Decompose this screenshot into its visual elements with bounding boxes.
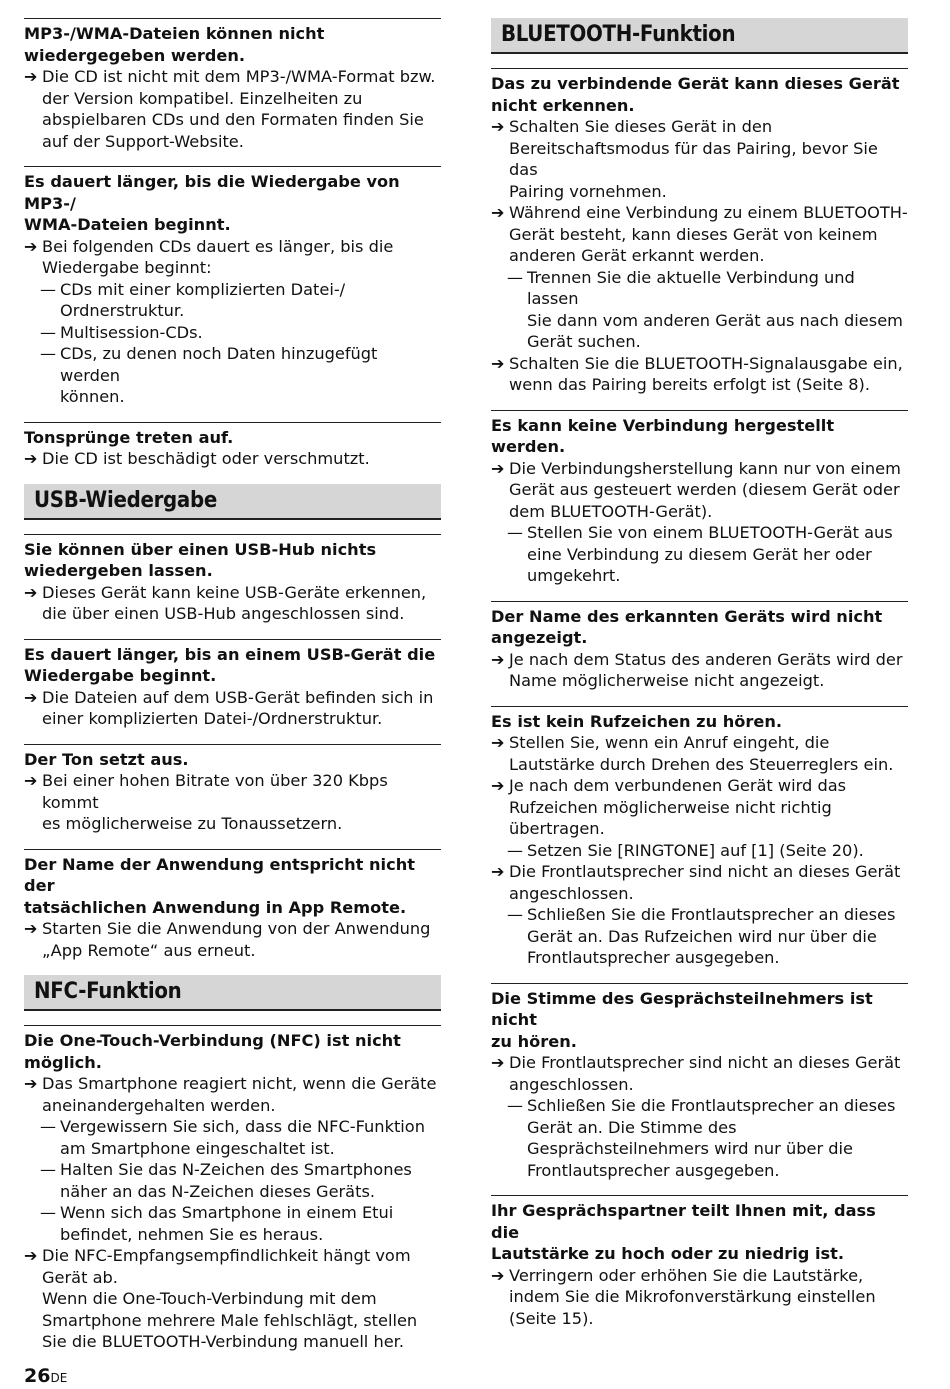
line-text: Das Smartphone reagiert nicht, wenn die Geräte	[42, 1074, 437, 1093]
line-text: Pairing vornehmen.	[509, 181, 667, 201]
arrow-icon: ➔	[24, 771, 38, 790]
line-text: Bei folgenden CDs dauert es länger, bis die	[42, 236, 394, 256]
continuation-line	[24, 1095, 441, 1117]
line-text: es möglicherweise zu Tonaussetzern.	[42, 814, 343, 833]
continuation-line	[24, 386, 441, 408]
continuation-line	[24, 88, 441, 110]
line-text: der Version kompatibel. Einzelheiten zu	[42, 88, 363, 108]
line-text: Sie die BLUETOOTH-Verbindung manuell her.	[42, 1332, 404, 1351]
arrow-icon: ➔	[491, 353, 505, 373]
line-text: Die Frontlautsprecher sind nicht an dieses Gerät	[509, 1053, 901, 1072]
section-nfc	[24, 975, 441, 1011]
question-line: tatsächlichen Anwendung in App Remote.	[24, 897, 407, 917]
continuation-line	[24, 257, 441, 279]
question-line: WMA-Dateien beginnt.	[24, 215, 231, 234]
continuation-line	[24, 1288, 441, 1310]
dash-icon: —	[507, 1096, 523, 1115]
section-title-usb: USB-Wiedergabe	[24, 484, 441, 520]
line-text: CDs, zu denen noch Daten hinzugefügt werden	[60, 344, 378, 385]
entry-question	[24, 644, 441, 687]
line-text: dem BLUETOOTH-Gerät).	[509, 501, 713, 521]
troubleshooting-entry	[491, 1195, 908, 1329]
dash-icon: —	[507, 905, 523, 924]
line-text: „App Remote“ aus erneut.	[42, 940, 256, 960]
arrow-icon: ➔	[24, 1074, 38, 1093]
question-line: Lautstärke zu hoch oder zu niedrig ist.	[491, 1244, 845, 1263]
continuation-line	[491, 479, 908, 501]
section-title-nfc: NFC-Funktion	[24, 975, 441, 1011]
line-text: Frontlautsprecher ausgegeben.	[527, 948, 780, 967]
continuation-line	[491, 181, 908, 203]
troubleshooting-entry	[24, 18, 441, 152]
solution-line	[491, 775, 908, 797]
line-text: Halten Sie das N-Zeichen des Smartphones	[60, 1160, 412, 1179]
sub-item-line	[24, 343, 441, 386]
line-text: Bei einer hohen Bitrate von über 320 Kbps kommt	[42, 771, 388, 812]
page-language-suffix: DE	[50, 1371, 68, 1385]
continuation-line	[24, 109, 441, 131]
solution-line	[491, 202, 908, 224]
arrow-icon: ➔	[491, 862, 505, 881]
continuation-line	[24, 1181, 441, 1203]
solution-line	[491, 732, 908, 754]
entries-cd	[24, 18, 441, 470]
sub-item-line	[24, 279, 441, 301]
section-usb	[24, 484, 441, 520]
continuation-line	[24, 940, 441, 962]
question-line: Der Ton setzt aus.	[24, 749, 189, 769]
question-line: Tonsprünge treten auf.	[24, 427, 234, 447]
arrow-icon: ➔	[491, 1265, 505, 1285]
line-text: Je nach dem verbundenen Gerät wird das	[509, 776, 847, 795]
question-line: wiedergegeben werden.	[24, 45, 246, 65]
sub-item-line	[24, 1159, 441, 1181]
troubleshooting-entry	[24, 744, 441, 835]
troubleshooting-entry	[491, 706, 908, 969]
right-column	[491, 18, 908, 1343]
line-text: übertragen.	[509, 819, 605, 838]
troubleshooting-entry	[491, 983, 908, 1182]
arrow-icon: ➔	[491, 117, 505, 136]
continuation-line	[24, 1310, 441, 1332]
line-text: Gerät ab.	[42, 1267, 118, 1287]
question-line: Es dauert länger, bis die Wiedergabe von MP3-/	[24, 172, 400, 213]
arrow-icon: ➔	[24, 449, 38, 468]
arrow-icon: ➔	[24, 1246, 38, 1265]
troubleshooting-entry	[491, 601, 908, 692]
line-text: Vergewissern Sie sich, dass die NFC-Funktion	[60, 1117, 425, 1136]
line-text: befindet, nehmen Sie es heraus.	[60, 1224, 324, 1244]
troubleshooting-entry	[491, 410, 908, 587]
line-text: Schließen Sie die Frontlautsprecher an dieses	[527, 905, 896, 924]
continuation-line	[24, 708, 441, 730]
entries-bluetooth	[491, 68, 908, 1329]
arrow-icon: ➔	[491, 1053, 505, 1072]
line-text: am Smartphone eingeschaltet ist.	[60, 1138, 335, 1158]
line-text: Schließen Sie die Frontlautsprecher an dieses	[527, 1096, 896, 1115]
line-text: indem Sie die Mikrofonverstärkung einstellen	[509, 1287, 876, 1306]
dash-icon: —	[40, 1117, 56, 1136]
continuation-line	[491, 883, 908, 905]
entry-question	[491, 1200, 908, 1265]
line-text: näher an das N-Zeichen dieses Geräts.	[60, 1181, 376, 1201]
arrow-icon: ➔	[24, 582, 38, 602]
continuation-line	[491, 331, 908, 353]
page-number	[24, 1365, 67, 1387]
arrow-icon: ➔	[491, 203, 505, 222]
line-text: Stellen Sie, wenn ein Anruf eingeht, die	[509, 733, 830, 752]
entry-question	[24, 1030, 441, 1073]
entry-question	[24, 171, 441, 236]
dash-icon: —	[507, 267, 523, 287]
continuation-line	[24, 1138, 441, 1160]
solution-line	[491, 116, 908, 138]
arrow-icon: ➔	[491, 649, 505, 669]
arrow-icon: ➔	[24, 687, 38, 707]
section-bluetooth	[491, 18, 908, 54]
sub-item-line	[24, 1116, 441, 1138]
entry-question	[491, 73, 908, 116]
line-text: Je nach dem Status des anderen Geräts wird der	[509, 649, 903, 669]
solution-line	[24, 1073, 441, 1095]
solution-line	[24, 770, 441, 813]
continuation-line	[24, 1331, 441, 1353]
line-text: CDs mit einer komplizierten Datei-/	[60, 279, 346, 299]
continuation-line	[491, 501, 908, 523]
entry-question	[24, 23, 441, 66]
question-line: Sie können über einen USB-Hub nichts	[24, 539, 377, 559]
question-line: möglich.	[24, 1052, 102, 1072]
troubleshooting-entry	[24, 166, 441, 408]
arrow-icon: ➔	[491, 733, 505, 752]
solution-line	[24, 66, 441, 88]
line-text: Gerät besteht, kann dieses Gerät von keinem	[509, 224, 878, 244]
sub-item-line	[491, 904, 908, 926]
line-text: Wenn sich das Smartphone in einem Etui	[60, 1203, 394, 1222]
continuation-line	[491, 754, 908, 776]
solution-line	[24, 687, 441, 709]
continuation-line	[24, 813, 441, 835]
continuation-line	[24, 131, 441, 153]
line-text: Die CD ist nicht mit dem MP3-/WMA-Format bzw.	[42, 67, 436, 86]
sub-item-line	[491, 267, 908, 310]
solution-line	[24, 1245, 441, 1267]
solution-line	[24, 236, 441, 258]
solution-line	[491, 649, 908, 671]
line-text: wenn das Pairing bereits erfolgt ist (Seite 8).	[509, 375, 871, 394]
line-text: Wenn die One-Touch-Verbindung mit dem	[42, 1289, 377, 1308]
page-number-value: 26	[24, 1365, 51, 1387]
sub-item-line	[491, 522, 908, 544]
continuation-line	[491, 374, 908, 396]
entries-usb	[24, 534, 441, 962]
entry-question	[24, 854, 441, 919]
section-title-bluetooth: BLUETOOTH-Funktion	[491, 18, 908, 54]
entries-nfc	[24, 1025, 441, 1353]
continuation-line	[491, 245, 908, 267]
line-text: Schalten Sie dieses Gerät in den	[509, 117, 773, 136]
continuation-line	[24, 603, 441, 625]
line-text: Die NFC-Empfangsempfindlichkeit hängt vom	[42, 1246, 411, 1265]
solution-line	[491, 1052, 908, 1074]
continuation-line	[491, 138, 908, 181]
line-text: Bereitschaftsmodus für das Pairing, bevor Sie das	[509, 138, 878, 179]
continuation-line	[491, 1074, 908, 1096]
question-line: Die One-Touch-Verbindung (NFC) ist nicht	[24, 1031, 401, 1050]
continuation-line	[491, 1117, 908, 1139]
line-text: Lautstärke durch Drehen des Steuerreglers ein.	[509, 754, 894, 774]
line-text: anderen Gerät erkannt werden.	[509, 246, 765, 265]
line-text: Dieses Gerät kann keine USB-Geräte erkennen,	[42, 582, 427, 602]
solution-line	[491, 458, 908, 480]
question-line: Ihr Gesprächspartner teilt Ihnen mit, dass die	[491, 1201, 876, 1242]
arrow-icon: ➔	[491, 776, 505, 795]
line-text: Setzen Sie [RINGTONE] auf [1] (Seite 20).	[527, 840, 864, 860]
sub-item-line	[24, 322, 441, 344]
troubleshooting-entry	[24, 422, 441, 470]
line-text: Rufzeichen möglicherweise nicht richtig	[509, 797, 832, 817]
line-text: aneinandergehalten werden.	[42, 1095, 276, 1115]
continuation-line	[24, 300, 441, 322]
solution-line	[491, 353, 908, 375]
question-line: Es dauert länger, bis an einem USB-Gerät die	[24, 644, 436, 664]
solution-line	[24, 582, 441, 604]
line-text: Gerät suchen.	[527, 332, 641, 351]
line-text: Starten Sie die Anwendung von der Anwendung	[42, 919, 431, 938]
entry-question	[24, 749, 441, 771]
question-line: zu hören.	[491, 1031, 577, 1051]
troubleshooting-entry	[24, 849, 441, 962]
dash-icon: —	[507, 523, 523, 542]
continuation-line	[491, 818, 908, 840]
dash-icon: —	[40, 1160, 56, 1179]
question-line: Das zu verbindende Gerät kann dieses Gerät	[491, 74, 900, 93]
dash-icon: —	[507, 840, 523, 860]
line-text: abspielbaren CDs und den Formaten finden Sie	[42, 110, 424, 129]
line-text: Die Frontlautsprecher sind nicht an dieses Gerät	[509, 862, 901, 881]
line-text: Smartphone mehrere Male fehlschlägt, stellen	[42, 1310, 418, 1330]
question-line: wiedergeben lassen.	[24, 561, 213, 580]
line-text: Verringern oder erhöhen Sie die Lautstärke,	[509, 1265, 864, 1285]
entry-question	[491, 711, 908, 733]
troubleshooting-entry	[24, 534, 441, 625]
dash-icon: —	[40, 344, 56, 363]
continuation-line	[491, 565, 908, 587]
arrow-icon: ➔	[24, 919, 38, 938]
line-text: eine Verbindung zu diesem Gerät her oder	[527, 544, 872, 564]
sub-item-line	[491, 840, 908, 862]
line-text: einer komplizierten Datei-/Ordnerstruktur.	[42, 709, 383, 728]
continuation-line	[491, 1308, 908, 1330]
arrow-icon: ➔	[24, 67, 38, 86]
continuation-line	[24, 1267, 441, 1289]
continuation-line	[491, 797, 908, 819]
line-text: die über einen USB-Hub angeschlossen sind.	[42, 604, 405, 623]
left-column	[24, 18, 441, 1367]
continuation-line	[491, 1160, 908, 1182]
question-line: Es kann keine Verbindung hergestellt werden.	[491, 415, 835, 456]
line-text: Gerät an. Das Rufzeichen wird nur über die	[527, 926, 877, 946]
troubleshooting-entry	[24, 1025, 441, 1353]
solution-line	[24, 448, 441, 470]
continuation-line	[491, 1138, 908, 1160]
line-text: Gerät aus gesteuert werden (diesem Gerät oder	[509, 480, 900, 499]
line-text: angeschlossen.	[509, 1074, 634, 1094]
line-text: Die CD ist beschädigt oder verschmutzt.	[42, 449, 370, 468]
entry-question	[491, 415, 908, 458]
question-line: Es ist kein Rufzeichen zu hören.	[491, 711, 783, 731]
question-line: Die Stimme des Gesprächsteilnehmers ist nicht	[491, 988, 873, 1029]
line-text: (Seite 15).	[509, 1308, 594, 1328]
solution-line	[24, 918, 441, 940]
line-text: Die Verbindungsherstellung kann nur von einem	[509, 458, 901, 478]
continuation-line	[491, 544, 908, 566]
continuation-line	[491, 310, 908, 332]
solution-line	[491, 861, 908, 883]
line-text: Trennen Sie die aktuelle Verbindung und lassen	[527, 267, 855, 308]
entry-question	[24, 427, 441, 449]
continuation-line	[491, 926, 908, 948]
sub-item-line	[24, 1202, 441, 1224]
continuation-line	[491, 947, 908, 969]
troubleshooting-entry	[24, 639, 441, 730]
question-line: Wiedergabe beginnt.	[24, 666, 217, 685]
line-text: Gerät an. Die Stimme des	[527, 1117, 737, 1137]
entry-question	[24, 539, 441, 582]
question-line: Der Name des erkannten Geräts wird nicht	[491, 606, 883, 626]
line-text: können.	[60, 387, 125, 406]
line-text: Name möglicherweise nicht angezeigt.	[509, 671, 825, 690]
troubleshooting-entry	[491, 68, 908, 396]
line-text: angeschlossen.	[509, 883, 634, 903]
dash-icon: —	[40, 1203, 56, 1222]
continuation-line	[491, 670, 908, 692]
line-text: auf der Support-Website.	[42, 131, 244, 151]
dash-icon: —	[40, 322, 56, 342]
line-text: Frontlautsprecher ausgegeben.	[527, 1160, 780, 1180]
sub-item-line	[491, 1095, 908, 1117]
line-text: Während eine Verbindung zu einem BLUETOOTH-	[509, 203, 908, 222]
entry-question	[491, 606, 908, 649]
arrow-icon: ➔	[491, 458, 505, 478]
line-text: Multisession-CDs.	[60, 322, 203, 342]
solution-line	[491, 1265, 908, 1287]
dash-icon: —	[40, 279, 56, 299]
continuation-line	[491, 224, 908, 246]
line-text: Gesprächsteilnehmers wird nur über die	[527, 1139, 853, 1158]
line-text: Schalten Sie die BLUETOOTH-Signalausgabe ein,	[509, 353, 903, 373]
question-line: Der Name der Anwendung entspricht nicht der	[24, 854, 415, 895]
question-line: angezeigt.	[491, 628, 588, 647]
question-line: nicht erkennen.	[491, 95, 635, 115]
entry-question	[491, 988, 908, 1053]
question-line: MP3-/WMA-Dateien können nicht	[24, 24, 325, 43]
line-text: umgekehrt.	[527, 566, 621, 585]
continuation-line	[24, 1224, 441, 1246]
arrow-icon: ➔	[24, 236, 38, 256]
line-text: Ordnerstruktur.	[60, 301, 185, 320]
line-text: Die Dateien auf dem USB-Gerät befinden sich in	[42, 687, 434, 707]
line-text: Wiedergabe beginnt:	[42, 258, 212, 277]
line-text: Stellen Sie von einem BLUETOOTH-Gerät aus	[527, 523, 893, 542]
line-text: Sie dann vom anderen Gerät aus nach diesem	[527, 310, 903, 330]
continuation-line	[491, 1286, 908, 1308]
